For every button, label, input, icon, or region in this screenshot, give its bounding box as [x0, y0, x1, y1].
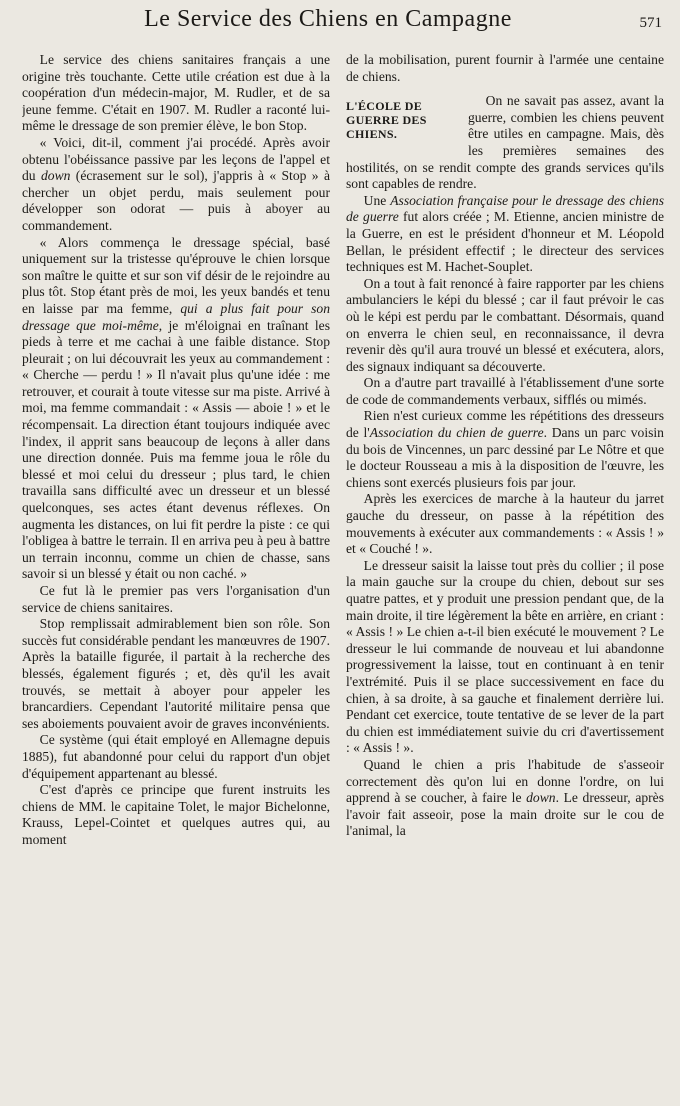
paragraph — [22, 135, 330, 235]
text-run: . Le dresseur, après l'avoir fait asseoir, pose la main droite sur le cou de l'animal, la — [346, 790, 664, 839]
paragraph: On a tout à fait renoncé à faire rapporter par les chiens ambulanciers le képi du blessé ; car il faut prévoir le cas où le képi est perdu par le combattant. Désormais, quand on enverra le chien seul, en reconnaissance, il devra revenir dès qu'il aura trouvé un blessé et exécutera, alors, des signaux indiquant sa découverte. — [346, 275, 664, 374]
text-run: (écrasement sur le sol), j'appris à « Stop » à chercher un objet perdu, mais seulement pour développer son odorat — puis à aboyer au commandement. — [22, 168, 330, 233]
paragraph: Le dresseur saisit la laisse tout près du collier ; il pose la main gauche sur la croupe du chien, debout sur ses quatre pattes, et y produit une pression pendant que, de la main droite, il tire légèrement la bête en arrière, en criant : « Assis ! » Le chien a-t-il bien exécuté le mouvement ? Le dresseur le lui commande de nouveau et lui abandonne progressivement la laisse, tout en continuant à en tenir l'extrémité. Puis il se place successivement en face du chien, à sa droite, à sa gauche et finalement derrière lui. Pendant cet exercice, toute tentative de se lever de la part du chien est immédiatement suivie du cri d'avertissement : « Assis ! ». — [346, 557, 664, 756]
paragraph — [346, 408, 664, 491]
spacer — [346, 85, 664, 93]
text-run: Une — [363, 192, 391, 208]
text-run: Rien n'est curieux comme les répétitions des dresseurs de l' — [346, 408, 664, 441]
page-number: 571 — [639, 15, 662, 31]
italic-text: down — [526, 790, 556, 806]
paragraph: Ce fut là le premier pas vers l'organisation d'un service de chiens sanitaires. — [22, 583, 330, 615]
text-run: , je m'éloignai en traînant les pieds à terre et me cachai à une faible distance. Stop pleurait ; on lui découvrait les yeux au commandement : « Cherche — perdu ! » Il n'avait plus qu'une idée : me retrouver, et courait à toute vitesse sur ma piste. Arrivé à moi, ma femme commandait : « Assis — aboie ! » et le récompensait. La direction étant toujours indiquée avec l'index, il apprit sans beaucoup de leçons à aller dans une direction donnée. Puis ma femme joua le rôle du blessé et moi celui du dresseur ; plus tard, le chien travailla sans difficulté avec un dresseur et un blessé quelconques, ses actes étant devenus réflexes. On augmenta les distances, on lui fit perdre la piste : ce qui l'obligea à battre le terrain. Il en arriva peu à peu à battre un terrain inconnu, comme un chien de chasse, sans savoir si un blessé y était ou non caché. » — [22, 317, 330, 582]
right-column — [346, 52, 664, 1102]
paragraph — [346, 757, 664, 840]
paragraph: Le service des chiens sanitaires français a une origine très touchante. Cette utile création est due à la coopération d'un médecin-major, M. Rudler, et de sa jeune femme. C'était en 1907. M. Rudler a raconté lui-même le dressage de son premier élève, le bon Stop. — [22, 52, 330, 134]
text-run: « Alors commença le dressage spécial, basé uniquement sur la tristesse qu'éprouve le chien lorsque son maître le quitte et sur son vif désir de le rejoindre au plus tôt. Stop étant près de moi, les yeux bandés et tenu en laisse par ma femme, — [22, 234, 330, 316]
italic-text: Association française pour le dressage des chiens de guerre — [346, 192, 664, 225]
text-run: fut alors créée ; M. Etienne, ancien ministre de la Guerre, en est le président d'honneur et M. Léopold Bellan, le président effectif ; le directeur des services techniques est M. Hachet-Souplet. — [346, 209, 664, 275]
paragraph: On ne savait pas assez, avant la guerre, combien les chiens peuvent être utiles en campagne. Mais, dès les premières semaines des hostilités, on se rendit compte des grands services qu'ils sont capables de rendre. — [346, 93, 664, 192]
paragraph — [22, 235, 330, 583]
paragraph: Stop remplissait admirablement bien son rôle. Son succès fut considérable pendant les manœuvres de 1907. Après la bataille figurée, il partait à la recherche des blessés, également figurés ; et, dès qu'il les avait trouvés, se mettait à aboyer pour appeler les brancardiers. Cependant l'autorité militaire pensa que ses aboiements pouvaient avoir de graves inconvénients. — [22, 616, 330, 731]
italic-text: down — [40, 168, 71, 184]
paragraph: de la mobilisation, purent fournir à l'armée une centaine de chiens. — [346, 52, 664, 84]
italic-text: Association du chien de guerre — [369, 425, 544, 441]
text-run: Quand le chien a pris l'habitude de s'asseoir correctement dès qu'on lui en donne l'ordre, on lui apprend à se coucher, à faire le — [346, 756, 664, 806]
paragraph: Après les exercices de marche à la hauteur du jarret gauche du dresseur, on passe à la répétition des mouvements à exécuter aux commandements : « Assis ! » et « Couché ! ». — [346, 491, 664, 557]
page-header — [0, 0, 680, 46]
left-column — [22, 52, 330, 1102]
paragraph: On a d'autre part travaillé à l'établissement d'une sorte de code de commandements verbaux, sifflés ou mimés. — [346, 375, 664, 407]
paragraph: C'est d'après ce principe que furent instruits les chiens de MM. le capitaine Tolet, le major Bichelonne, Krauss, Lepel-Cointet et quelques autres qui, au moment — [22, 782, 330, 847]
running-title: Le Service des Chiens en Campagne — [144, 6, 512, 32]
paragraph: Ce système (qui était employé en Allemagne depuis 1885), fut abandonné pour celui du rapport d'un objet d'équipement appartenant au blessé. — [22, 732, 330, 781]
text-run: . Dans un parc voisin du bois de Vincennes, un parc dessiné par Le Nôtre et que le docteur Rousseau a mis à la disposition de l'œuvre, les chiens sont exercés plusieurs fois par jour. — [346, 425, 664, 490]
section-heading: L'ÉCOLE DE GUERRE DES CHIENS. — [346, 99, 427, 142]
italic-text: qui a plus fait pour son dressage que moi-même — [22, 300, 330, 333]
paragraph — [346, 193, 664, 276]
text-run: « Voici, dit-il, comment j'ai procédé. Après avoir obtenu l'obéissance passive par les leçons de l'appel et du — [22, 134, 330, 184]
